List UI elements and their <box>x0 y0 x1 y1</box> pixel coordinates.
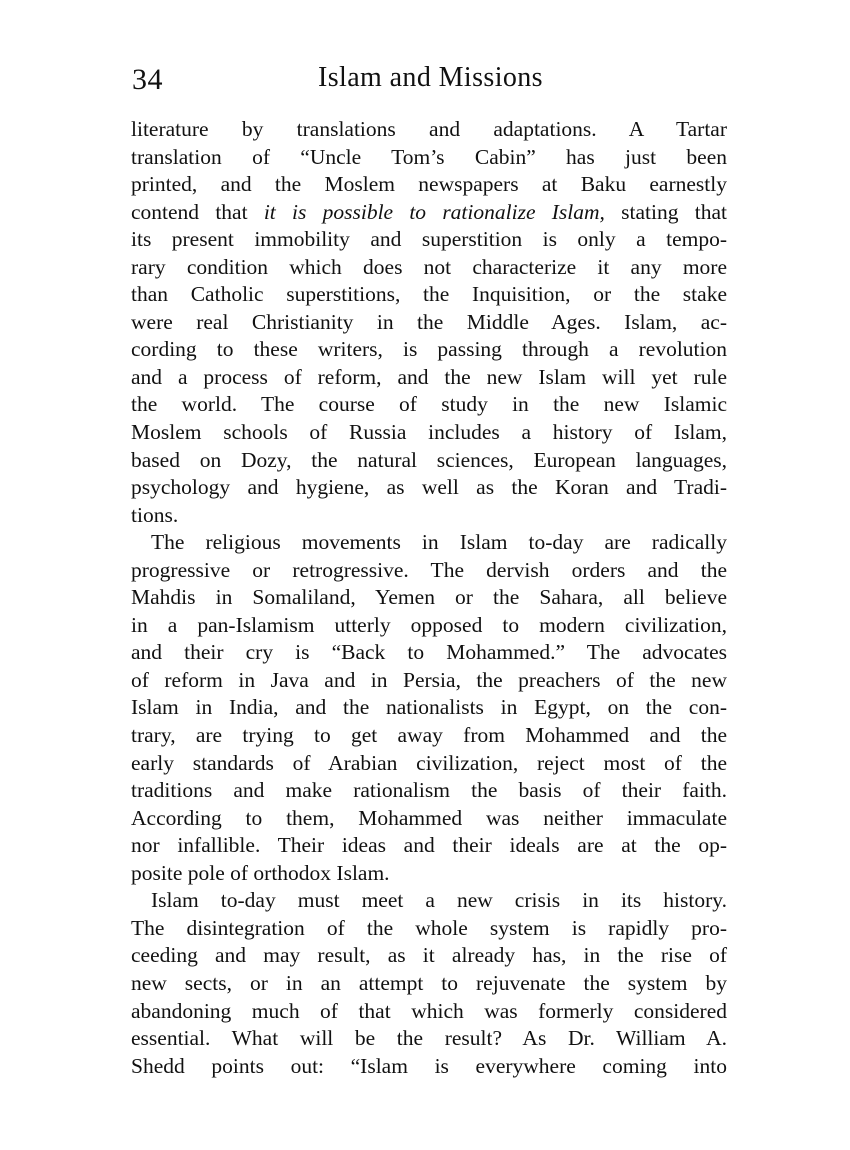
text-line: essential. What will be the result? As Dr. William A. <box>131 1026 727 1051</box>
text-line: literature by translations and adaptations. A Tartar <box>131 117 727 141</box>
text-line: than Catholic superstitions, the Inquisition, or the stake <box>131 282 727 307</box>
text-line: According to them, Mohammed was neither immaculate <box>131 805 727 830</box>
text-line: cording to these writers, is passing through a revolution <box>131 337 727 362</box>
text-line: Moslem schools of Russia includes a history of Islam, <box>131 420 727 445</box>
text-line: of reform in Java and in Persia, the preachers of the new <box>131 667 727 692</box>
text-line: The religious movements in Islam to-day are radically <box>151 530 727 555</box>
text-line: translation of “Uncle Tom’s Cabin” has just been <box>131 144 727 169</box>
text-line: trary, are trying to get away from Mohammed and the <box>131 723 727 748</box>
text-line: and a process of reform, and the new Islam will yet rule <box>131 364 727 389</box>
text-segment: stating that <box>604 199 727 224</box>
page-number: 34 <box>132 63 163 96</box>
text-line: printed, and the Moslem newspapers at Baku earnestly <box>131 172 727 197</box>
running-title: Islam and Missions <box>318 62 543 93</box>
text-line: The disintegration of the whole system is rapidly pro- <box>131 915 727 940</box>
text-line: nor infallible. Their ideas and their ideals are at the op- <box>131 833 727 858</box>
text-line: psychology and hygiene, as well as the Koran and Tradi- <box>131 475 727 500</box>
text-line: its present immobility and superstition is only a tempo- <box>131 227 727 252</box>
text-line: new sects, or in an attempt to rejuvenate the system by <box>131 970 727 995</box>
text-line: based on Dozy, the natural sciences, European languages, <box>131 447 727 472</box>
text-line: ceeding and may result, as it already has, in the rise of <box>131 943 727 968</box>
text-line: Islam in India, and the nationalists in Egypt, on the con- <box>131 695 727 720</box>
text-line: Shedd points out: “Islam is everywhere coming into <box>131 1053 727 1078</box>
text-line: were real Christianity in the Middle Ages. Islam, ac- <box>131 309 727 334</box>
text-line: in a pan-Islamism utterly opposed to modern civilization, <box>131 612 727 637</box>
text-line: traditions and make rationalism the basis of their faith. <box>131 778 727 803</box>
italic-phrase: it is possible to rationalize Islam, <box>263 199 605 224</box>
text-line: Mahdis in Somaliland, Yemen or the Sahara, all believe <box>131 585 727 610</box>
text-line: posite pole of orthodox Islam. <box>131 860 390 885</box>
text-line: rary condition which does not characterize it any more <box>131 254 727 279</box>
text-line: early standards of Arabian civilization, reject most of the <box>131 750 727 775</box>
text-line: abandoning much of that which was formerly considered <box>131 998 727 1023</box>
text-line: and their cry is “Back to Mohammed.” The advocates <box>131 640 727 665</box>
text-segment: contend that <box>131 199 264 224</box>
text-line: tions. <box>131 502 179 527</box>
text-line: progressive or retrogressive. The dervish orders and the <box>131 557 727 582</box>
text-line: Islam to-day must meet a new crisis in its history. <box>151 888 727 913</box>
text-line: the world. The course of study in the new Islamic <box>131 392 727 417</box>
text-line <box>131 199 727 227</box>
body-text <box>131 116 727 1080</box>
